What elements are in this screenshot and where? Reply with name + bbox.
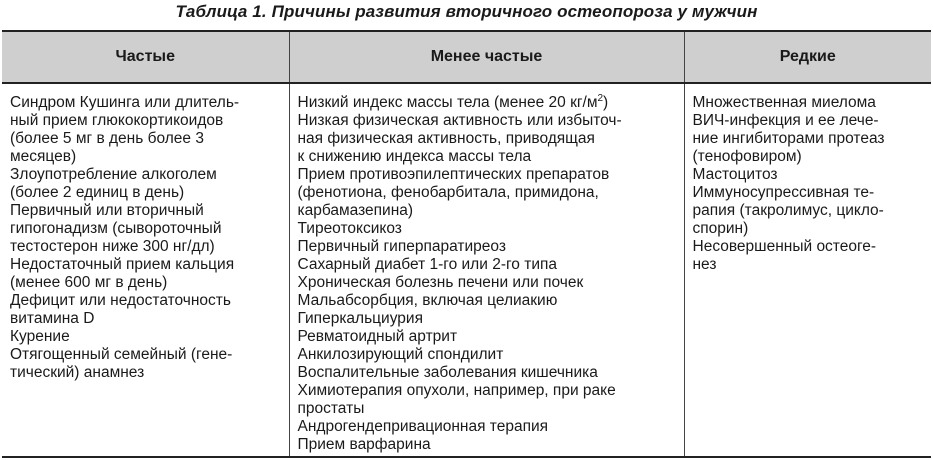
header-frequent: Частые xyxy=(2,31,289,83)
list-item: Первичный гиперпаратиреоз xyxy=(297,238,506,255)
list-item: Первичный или вторичный гипогонадизм (сывороточный тестостерон ниже 300 нг/дл) xyxy=(10,202,222,255)
list-item: Синдром Кушинга или длитель- ный прием глюкокортикоидов (более 5 мг в день более 3 месяцев) xyxy=(10,94,240,165)
bmi-text: Низкий индекс массы тела (менее 20 кг/м xyxy=(297,94,598,111)
list-item: Андрогендепривационная терапия xyxy=(297,418,549,435)
list-item: Иммуносупрессивная те- рапия (такролимус, цикло- спорин) xyxy=(692,184,884,237)
list-item: ВИЧ-инфекция и ее лече- ние ингибиторами протеаз (тенофовиром) xyxy=(692,112,885,165)
list-item: Воспалительные заболевания кишечника xyxy=(297,364,598,381)
list-item: Множественная миелома xyxy=(692,94,876,111)
table-caption xyxy=(0,2,933,22)
frequent-cell xyxy=(2,83,289,457)
list-item: Прием противоэпилептических препаратов (фенотиона, фенобарбитала, примидона, карбамазепина) xyxy=(297,166,610,219)
caption-label: Таблица 1. xyxy=(175,2,267,21)
bmi-text-end: ) xyxy=(603,94,609,111)
list-item: Мальабсорбция, включая целиакию xyxy=(297,292,558,309)
list-item: Несовершенный остеоге- нез xyxy=(692,238,877,273)
list-item: Низкая физическая активность или избыточ- ная физическая активность, приводящая к снижению индекса массы тела xyxy=(297,112,622,165)
caption-title: Причины развития вторичного остеопороза у мужчин xyxy=(271,2,758,21)
list-item: Гиперкальциурия xyxy=(297,310,423,327)
list-item: Ревматоидный артрит xyxy=(297,328,458,345)
bmi-superscript: 2 xyxy=(597,92,604,104)
list-item: Сахарный диабет 1-го или 2-го типа xyxy=(297,256,557,273)
rare-cell xyxy=(684,83,931,457)
list-item: Тиреотоксикоз xyxy=(297,220,402,237)
list-item: Прием варфарина xyxy=(297,436,431,453)
list-item: Дефицит или недостаточность витамина D xyxy=(10,292,231,327)
list-item xyxy=(298,94,678,112)
list-item: Курение xyxy=(10,328,70,345)
list-item: Злоупотребление алкоголем (более 2 единиц в день) xyxy=(10,166,217,201)
list-item: Недостаточный прием кальция (менее 600 мг в день) xyxy=(10,256,235,291)
header-rare: Редкие xyxy=(684,31,931,83)
table-row xyxy=(2,83,931,457)
table-header-row xyxy=(2,31,931,83)
header-less-frequent: Менее частые xyxy=(289,31,684,83)
list-item: Анкилозирующий спондилит xyxy=(297,346,504,363)
less-frequent-cell xyxy=(289,83,684,457)
list-item: Мастоцитоз xyxy=(692,166,778,183)
list-item: Отягощенный семейный (гене- тический) анамнез xyxy=(10,346,233,381)
list-item: Химиотерапия опухоли, например, при раке простаты xyxy=(297,382,616,417)
causes-table xyxy=(2,30,931,458)
list-item: Хроническая болезнь печени или почек xyxy=(297,274,584,291)
